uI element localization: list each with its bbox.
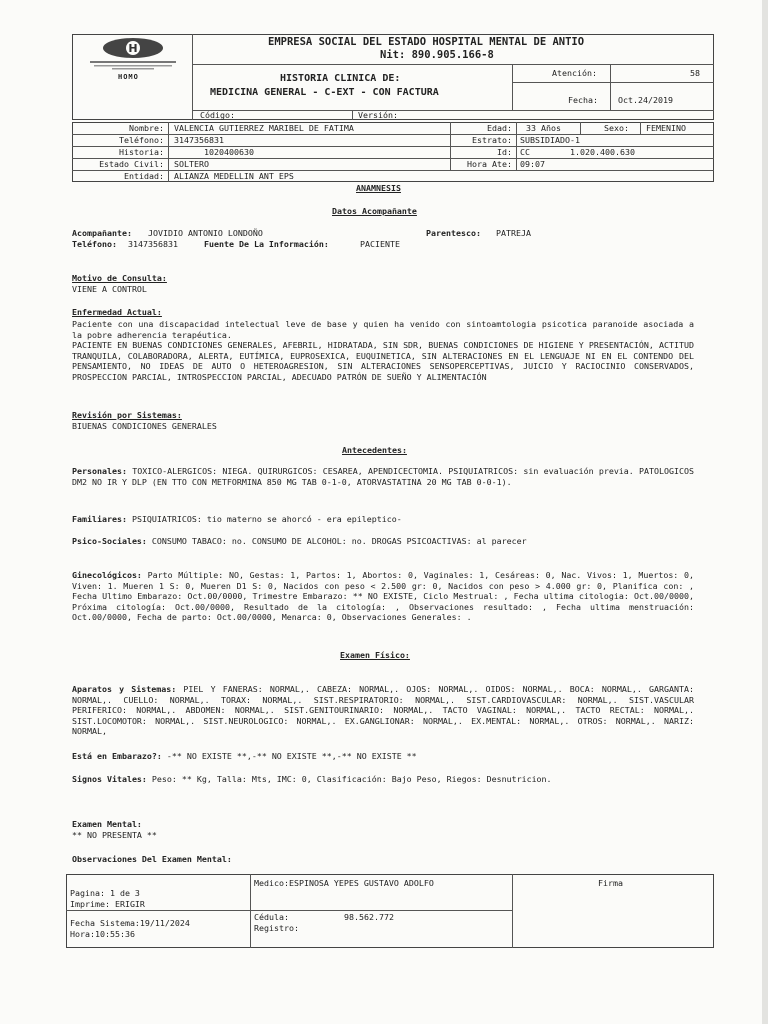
edad-value: 33 Años [526,123,561,133]
motivo-value: VIENE A CONTROL [72,284,147,294]
historia-value: 1020400630 [204,147,254,157]
fuente-value: PACIENTE [360,239,400,249]
scan-edge [762,0,768,1024]
psicosociales-text: CONSUMO TABACO: no. CONSUMO DE ALCOHOL: no. DROGAS PSICOACTIVAS: al parecer [146,536,527,546]
enfermedad-paragraph-2: PACIENTE EN BUENAS CONDICIONES GENERALES, AFEBRIL, HIDRATADA, SIN SDR, BUENAS CONDICIONES DE HIGIENE Y PRESENTACIÓN, ACTITUD TRANQUILA, COLABORADORA, ALERTA, EUTÍMICA, EUPROSEXICA, EUQUINETICA, SIN ALTERACIONES EN EL LENGUAJE NI EN EL CONTENDO DEL PENSAMIENTO, NO IDEAS DE AUTO O HETEROAGRESION, SIN ALTERACIONES SENSOPERCEPTIVAS, JUICIO Y RACIOCINIO CONSERVADOS, PROSPECCION PARCIAL, INTROSPECCION PARCIAL, ADECUADO PATRÓN DE SUEÑO Y ALIMENTACIÓN [72,340,694,382]
signos-vitales-text: Peso: ** Kg, Talla: Mts, IMC: 0, Clasificación: Bajo Peso, Riegos: Desnutricion. [146,774,552,784]
parentesco-label: Parentesco: [426,228,481,238]
codigo-label: Código: [200,110,235,120]
form-title-line1: HISTORIA CLINICA DE: [280,73,401,84]
telefono-label: Teléfono: [119,135,164,145]
atencion-value: 58 [690,68,700,78]
id-label: Id: [497,147,512,157]
fuente-label: Fuente De La Información: [204,239,329,249]
hora-sistema-text: Hora:10:55:36 [70,929,135,939]
paginas-text: Pagina: 1 de 3 [70,888,140,898]
parentesco-value: PATREJA [496,228,531,238]
ginecologicos-label: Ginecológicos: [72,570,142,580]
nombre-label: Nombre: [129,123,164,133]
atencion-label: Atención: [552,68,597,78]
enfermedad-title: Enfermedad Actual: [72,307,162,317]
svg-text:H: H [128,42,138,55]
id-number: 1.020.400.630 [570,147,635,157]
hospital-logo [82,36,184,84]
edad-label: Edad: [487,123,512,133]
personales-block [72,466,694,487]
examen-fisico-title: Examen Físico: [340,650,410,660]
examen-mental-value: ** NO PRESENTA ** [72,830,157,840]
antecedentes-title: Antecedentes: [342,445,407,455]
estrato-label: Estrato: [472,135,512,145]
aparatos-label: Aparatos y Sistemas: [72,684,177,694]
personales-text: TOXICO-ALERGICOS: NIEGA. QUIRURGICOS: CESAREA, APENDICECTOMIA. PSIQUIATRICOS: sin evaluación previa. PATOLOGICOS DM2 NO IR Y DLP (EN TTO CON METFORMINA 850 MG TAB 0-1-0, ATORVASTATINA 20 MG TAB 0-0-1). [72,466,694,487]
fecha-sistema-text: Fecha Sistema:19/11/2024 [70,918,190,928]
enfermedad-text [72,319,694,383]
sexo-label: Sexo: [604,123,629,133]
cedula-label: Cédula: [254,912,289,922]
id-type: CC [520,147,530,157]
acompanante-value: JOVIDIO ANTONIO LONDOÑO [148,228,263,238]
acompanante-label: Acompañante: [72,228,132,238]
revision-title: Revisión por Sistemas: [72,410,182,420]
embarazo-text: -** NO EXISTE **,-** NO EXISTE **,-** NO EXISTE ** [161,751,417,761]
logo-text: HOMO [118,73,139,81]
org-name: EMPRESA SOCIAL DEL ESTADO HOSPITAL MENTAL DE ANTIO [268,36,585,48]
psicosociales-block [72,536,694,547]
estado-civil-value: SOLTERO [174,159,209,169]
personales-label: Personales: [72,466,127,476]
embarazo-label: Está en Embarazo?: [72,751,162,761]
anamnesis-title: ANAMNESIS [356,183,401,193]
acomp-telefono-label: Teléfono: [72,239,117,249]
estado-civil-label: Estado Civil: [99,159,164,169]
familiares-label: Familiares: [72,514,127,524]
entidad-value: ALIANZA MEDELLIN ANT EPS [174,171,294,181]
signos-vitales-block [72,774,694,785]
fecha-value: Oct.24/2019 [618,95,673,105]
nombre-value: VALENCIA GUTIERREZ MARIBEL DE FATIMA [174,123,354,133]
enfermedad-paragraph-1: Paciente con una discapacidad intelectual leve de base y quien ha venido con sintoamtologia psicotica paranoide asociada a la pobre adherencia terapéutica. [72,319,694,340]
acompanante-section-title: Datos Acompañante [332,206,417,216]
familiares-block [72,514,694,525]
hora-label: Hora Ate: [467,159,512,169]
fecha-label: Fecha: [568,95,598,105]
embarazo-block [72,751,694,762]
telefono-value: 3147356831 [174,135,224,145]
hora-value: 09:07 [520,159,545,169]
ginecologicos-block [72,570,694,623]
org-nit: Nit: 890.905.166-8 [380,49,494,61]
estrato-value: SUBSIDIADO-1 [520,135,580,145]
cedula-value: 98.562.772 [344,912,394,922]
version-label: Versión: [358,110,398,120]
signos-vitales-label: Signos Vitales: [72,774,147,784]
historia-label: Historia: [119,147,164,157]
firma-label: Firma [598,878,623,888]
medico-text: Medico:ESPINOSA YEPES GUSTAVO ADOLFO [254,878,434,888]
acomp-telefono-value: 3147356831 [128,239,178,249]
psicosociales-label: Psico-Sociales: [72,536,147,546]
aparatos-block [72,684,694,737]
registro-label: Registro: [254,923,299,933]
form-title-line2: MEDICINA GENERAL - C-EXT - CON FACTURA [210,87,439,98]
examen-mental-label: Examen Mental: [72,819,142,829]
familiares-text: PSIQUIATRICOS: tio materno se ahorcó - era epileptico- [126,514,402,524]
aparatos-text: PIEL Y FANERAS: NORMAL,. CABEZA: NORMAL,. OJOS: NORMAL,. OIDOS: NORMAL,. BOCA: NORMAL,. GARGANTA: NORMAL,. CUELLO: NORMAL,. TORAX: NORMAL,. SIST.RESPIRATORIO: NORMAL,. SIST.CARDIOVASCULAR: NORMAL,. SIST.VASCULAR PERIFERICO: NORMAL,. ABDOMEN: NORMAL,. SIST.GENITOURINARIO: NORMAL,. TACTO VAGINAL: NORMAL,. TACTO RECTAL: NORMAL,. SIST.LOCOMOTOR: NORMAL,. SIST.NEUROLOGICO: NORMAL,. EX.GANGLIONAR: NORMAL,. EX.MENTAL: NORMAL,. OTROS: NORMAL,. NARIZ: NORMAL, [72,684,694,737]
motivo-title: Motivo de Consulta: [72,273,167,283]
imprime-text: Imprime: ERIGIR [70,899,145,909]
ginecologicos-text: Parto Múltiple: NO, Gestas: 1, Partos: 1, Abortos: 0, Vaginales: 1, Cesáreas: 0, Nac. Vivos: 1, Muertos: 0, Viven: 1. Mueren 1 S: 0, Mueren D1 S: 0, Nacidos con peso < 2.500 gr: 0, Nacidos con peso > 4.000 gr: 0, Planifica con: , Fecha Ultimo Embarazo: Oct.00/0000, Trimestre Embarazo: ** NO EXISTE, Ciclo Mestrual: , Fecha ultima citologia: Oct.00/0000, Próxima citología: Oct.00/0000, Resultado de la citología: , Observaciones resultado: , Fecha ultima menstruación: Oct.00/0000, Fecha de parto: Oct.00/0000, Menarca: 0, Observaciones Generales: . [72,570,694,623]
revision-value: BIUENAS CONDICIONES GENERALES [72,421,217,431]
entidad-label: Entidad: [124,171,164,181]
sexo-value: FEMENINO [646,123,686,133]
observaciones-mental-label: Observaciones Del Examen Mental: [72,854,232,864]
